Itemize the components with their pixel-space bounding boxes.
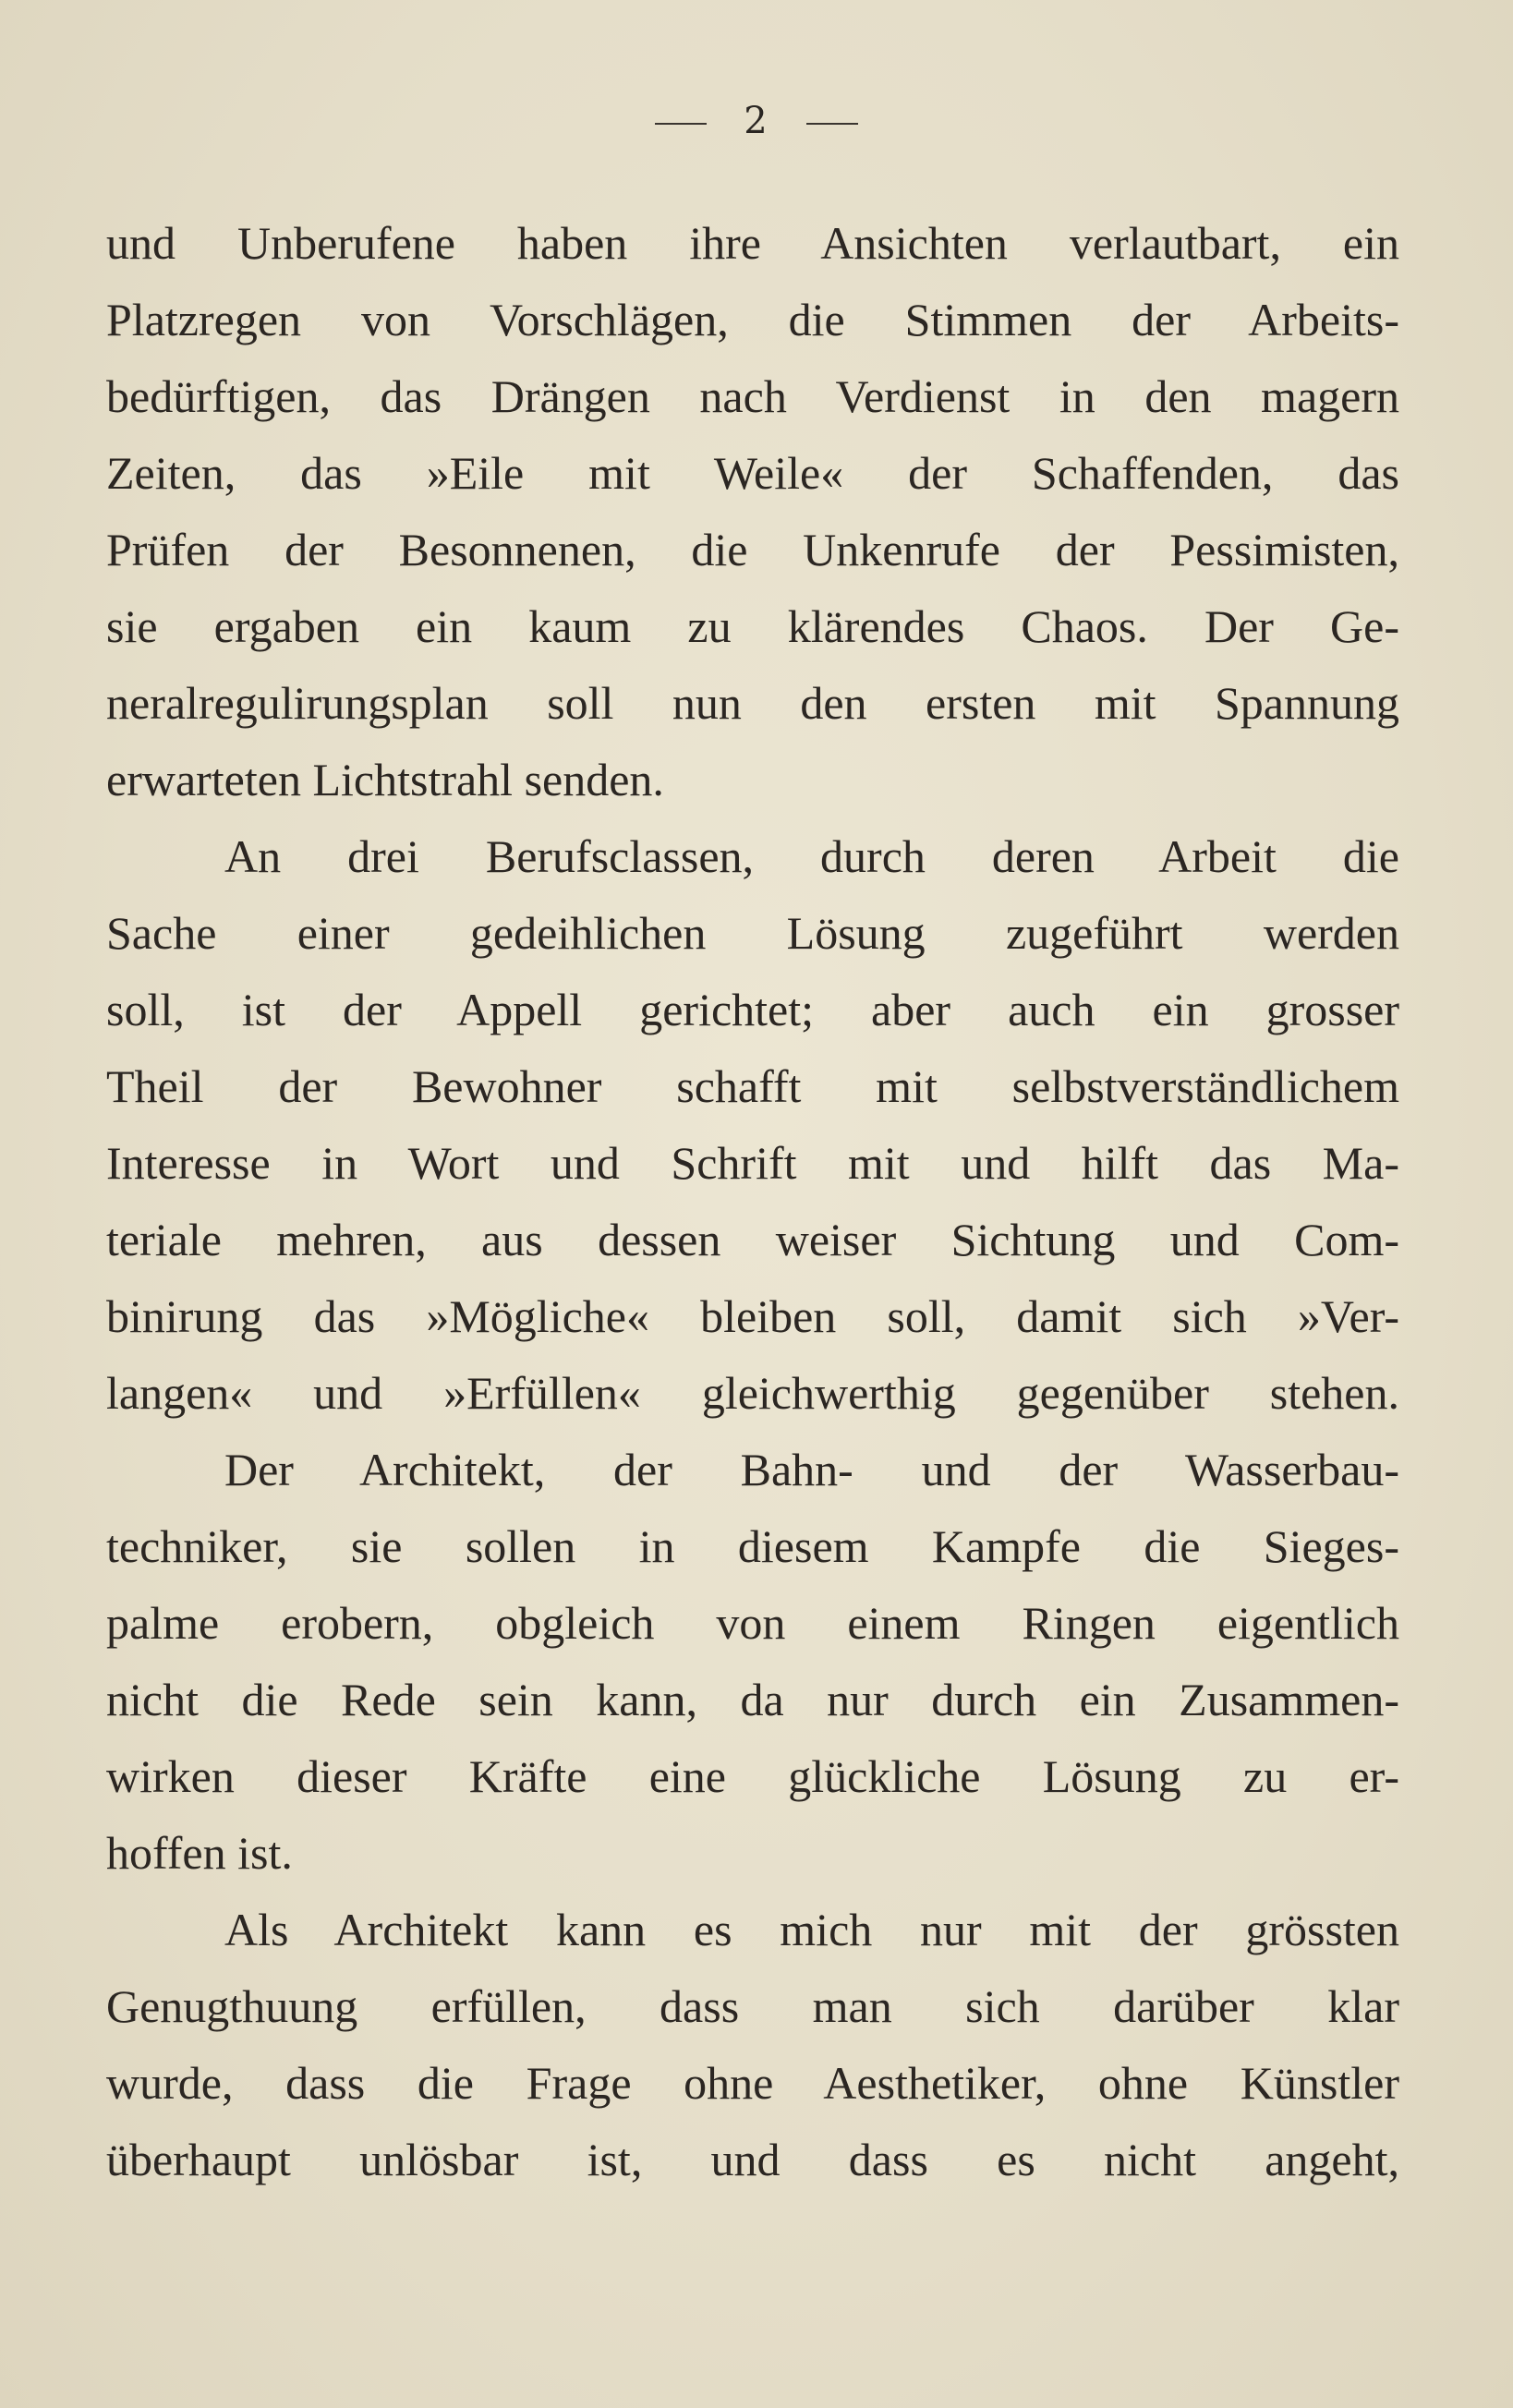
text-line: Sache einer gedeihlichen Lösung zugeführt werden (106, 907, 1399, 959)
text-line: wurde, dass die Frage ohne Aesthetiker, ohne Künstler (106, 2057, 1399, 2109)
text-line: binirung das »Mögliche« bleiben soll, damit sich »Ver- (106, 1290, 1399, 1342)
text-line: überhaupt unlösbar ist, und dass es nicht angeht, (106, 2134, 1399, 2185)
text-line: soll, ist der Appell gerichtet; aber auch ein grosser (106, 984, 1399, 1035)
text-line: teriale mehren, aus dessen weiser Sichtung und Com- (106, 1214, 1399, 1265)
text-line: nicht die Rede sein kann, da nur durch ein Zusammen- (106, 1674, 1399, 1725)
header-dash-left (655, 123, 707, 125)
text-line: Zeiten, das »Eile mit Weile« der Schaffenden, das (106, 447, 1399, 499)
text-line: Genugthuung erfüllen, dass man sich darüber klar (106, 1980, 1399, 2032)
text-line: langen« und »Erfüllen« gleichwerthig gegenüber stehen. (106, 1367, 1399, 1419)
text-line: hoffen ist. (106, 1827, 293, 1879)
text-line: An drei Berufsclassen, durch deren Arbeit die (224, 830, 1399, 882)
text-line: palme erobern, obgleich von einem Ringen eigentlich (106, 1597, 1399, 1649)
text-line: techniker, sie sollen in diesem Kampfe die Sieges- (106, 1520, 1399, 1572)
text-line: neralregulirungsplan soll nun den ersten mit Spannung (106, 677, 1399, 729)
text-line: Prüfen der Besonnenen, die Unkenrufe der Pessimisten, (106, 524, 1399, 575)
text-line: Interesse in Wort und Schrift mit und hilft das Ma- (106, 1137, 1399, 1189)
text-line: erwarteten Lichtstrahl senden. (106, 754, 664, 805)
page-number: 2 (744, 100, 769, 142)
text-line: Der Architekt, der Bahn- und der Wasserbau- (224, 1444, 1399, 1495)
text-line: Als Architekt kann es mich nur mit der grössten (224, 1904, 1399, 1955)
text-line: sie ergaben ein kaum zu klärendes Chaos. Der Ge- (106, 600, 1399, 652)
text-line: bedürftigen, das Drängen nach Verdienst in den magern (106, 370, 1399, 422)
text-line: wirken dieser Kräfte eine glückliche Lösung zu er- (106, 1750, 1399, 1802)
text-line: und Unberufene haben ihre Ansichten verlautbart, ein (106, 217, 1399, 269)
body-text (106, 205, 1399, 2198)
text-line: Theil der Bewohner schafft mit selbstverständlichem (106, 1060, 1399, 1112)
header-dash-right (806, 123, 858, 125)
page-header (0, 100, 1513, 142)
text-line: Platzregen von Vorschlägen, die Stimmen der Arbeits- (106, 294, 1399, 345)
